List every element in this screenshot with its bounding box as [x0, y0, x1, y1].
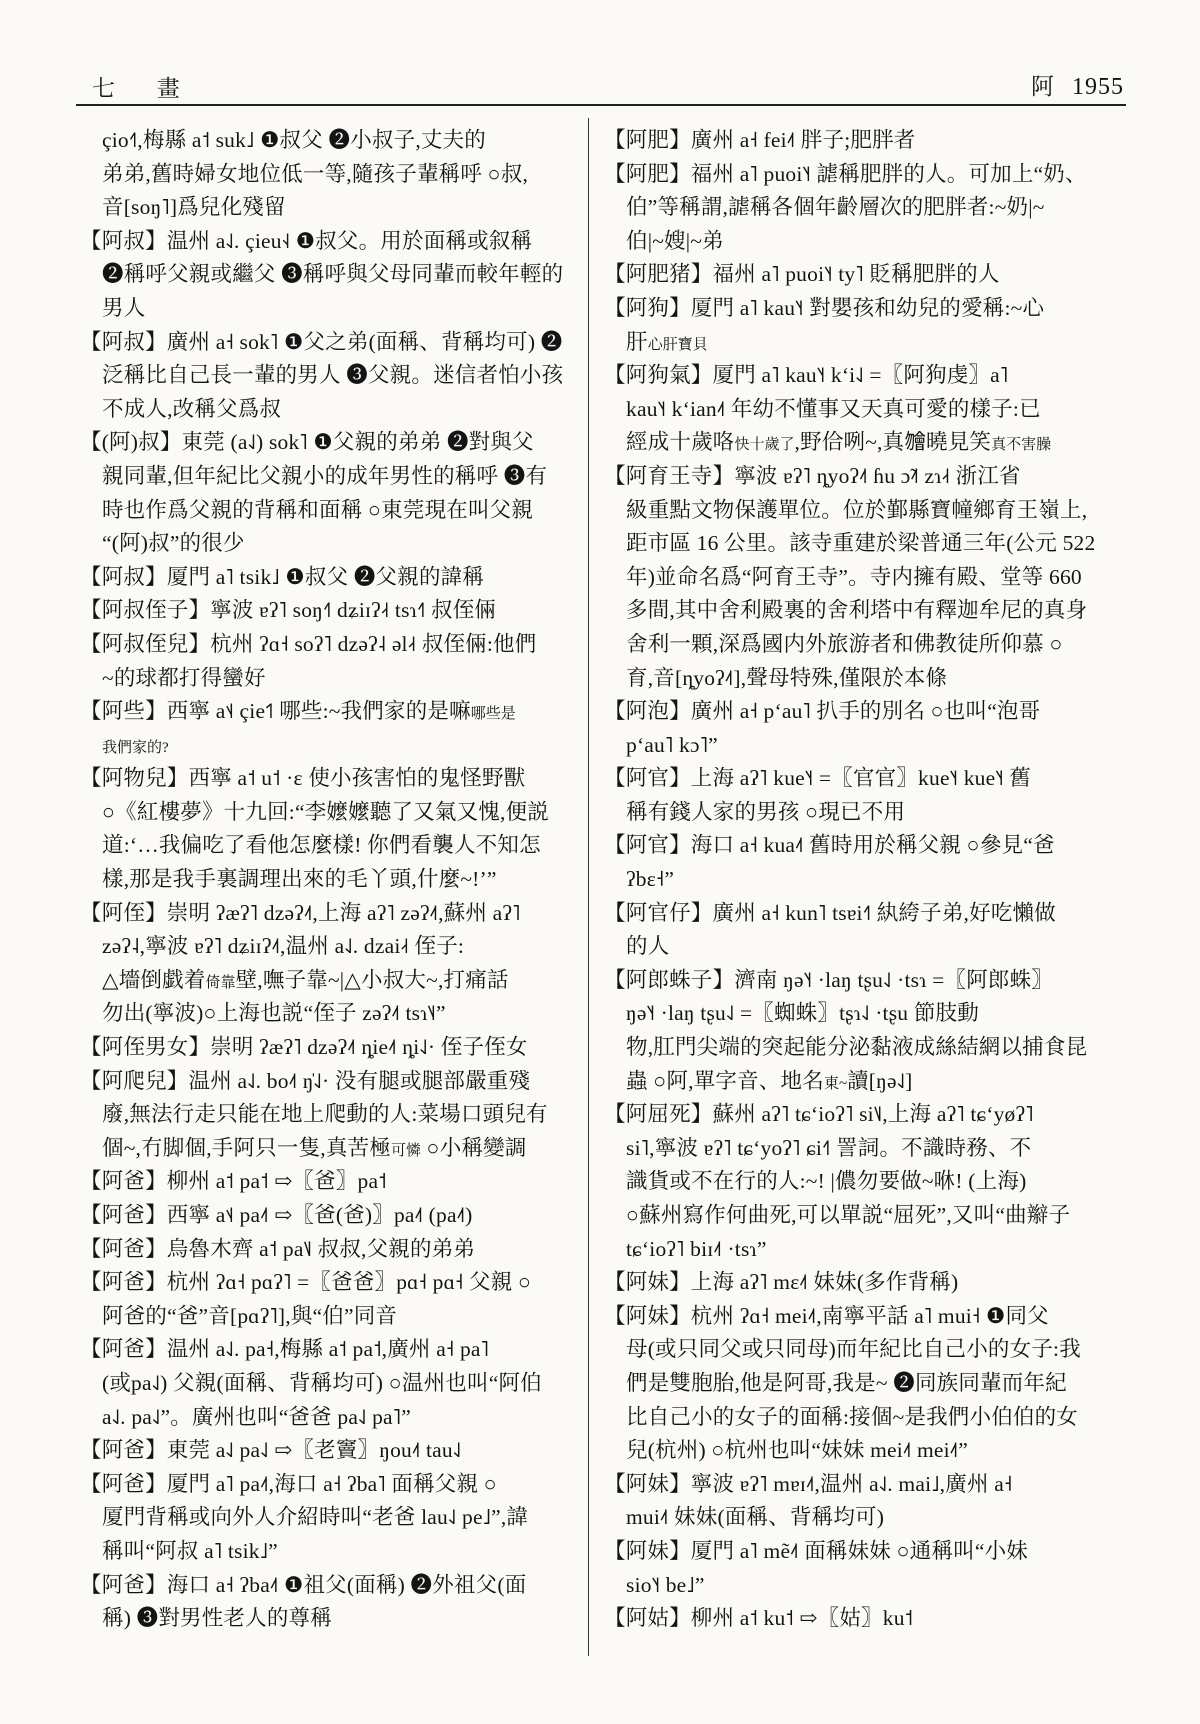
text-run: 們是雙胞胎,他是阿哥,我是~ ❷同族同輩而年紀: [626, 1370, 1067, 1395]
entry-line: [604, 460, 1126, 494]
entry-line: [604, 225, 1126, 259]
entry-line: [604, 729, 1126, 763]
entry-line: [604, 863, 1126, 897]
entry-line: [80, 1266, 580, 1300]
entry-line: [80, 1065, 580, 1099]
inline-gloss-small: 哪些是: [470, 706, 516, 723]
entry-line: [604, 628, 1126, 662]
text-run: 舍利一顆,深爲國内外旅游者和佛教徒所仰慕 ○: [626, 631, 1063, 656]
text-run: 經成十歲咯: [626, 430, 735, 455]
column-divider: [588, 118, 589, 1656]
entry-line: [80, 897, 580, 931]
text-run: 蟲 ○阿,單字音、地名: [626, 1068, 824, 1093]
text-run: 個~,冇脚個,手阿只一隻,真苦極: [102, 1135, 391, 1160]
entry-line: [80, 1434, 580, 1468]
entry-line: [80, 561, 580, 595]
text-run: 【阿爸】杭州 ʔɑ˧ pɑʔ˥ =〖爸爸〗pɑ˧ pɑ˧ 父親 ○: [80, 1270, 532, 1295]
entry-line: [80, 997, 580, 1031]
entry-line: [604, 1367, 1126, 1401]
entry-line: [80, 628, 580, 662]
text-run: 泛稱比自己長一輩的男人 ❸父親。迷信者怕小孩: [102, 363, 564, 388]
entry-line: [80, 158, 580, 192]
text-run: sio˥˧ be˩”: [626, 1572, 705, 1597]
text-run: 【阿妹】厦門 a˥ mẽ˨˦ 面稱妹妹 ○通稱叫“小妹: [604, 1538, 1029, 1563]
entry-line: [604, 662, 1126, 696]
entry-line: [80, 796, 580, 830]
entry-line: [604, 326, 1126, 360]
text-run: ʔbɛ˧”: [626, 867, 675, 892]
text-run: a˨˩. pa˨˩”。廣州也叫“爸爸 pa˨˩ pa˥”: [102, 1404, 411, 1429]
text-run: ,野佮咧~,真𣍐曉見笑: [794, 430, 992, 455]
text-run: (或pa˨˩) 父親(面稱、背稱均可) ○温州也叫“阿伯: [102, 1370, 542, 1395]
entry-line: [604, 964, 1126, 998]
entry-line: [80, 1165, 580, 1199]
text-run: 兒(杭州) ○杭州也叫“妹妹 mei˨˦ mei˨˦”: [626, 1438, 968, 1463]
text-run: 【阿妹】杭州 ʔɑ˧ mei˨˦,南寧平話 a˥ mui˧ ❶同父: [604, 1303, 1049, 1328]
text-run: 【阿肥猪】福州 a˥ puoi˥˧ ty˥ 貶稱肥胖的人: [604, 262, 1000, 287]
entry-line: [604, 426, 1126, 460]
text-run: 【阿叔】廣州 a˧ sok˥ ❶父之弟(面稱、背稱均可) ❷: [80, 329, 563, 354]
entry-line: [80, 326, 580, 360]
entry-line: [80, 494, 580, 528]
entry-line: [604, 1434, 1126, 1468]
entry-line: [80, 359, 580, 393]
entry-line: [80, 1333, 580, 1367]
text-run: 【阿狗】厦門 a˥ kau˥˧ 對嬰孩和幼兒的愛稱:~心: [604, 295, 1045, 320]
header-right: [1031, 68, 1124, 101]
text-run: mui˨˦ 妹妹(面稱、背稱均可): [626, 1505, 885, 1530]
text-run: 男人: [102, 295, 146, 320]
text-run: 弟弟,舊時婦女地位低一等,隨孩子輩稱呼 ○叔,: [102, 161, 529, 186]
text-run: 【阿官仔】廣州 a˧ kun˥ tsɐi˧˥ 紈絝子弟,好吃懶做: [604, 900, 1056, 925]
entry-line: [604, 1031, 1126, 1065]
entry-line: [80, 964, 580, 998]
text-run: 壁,嘸子靠~|△小叔大~,打痛話: [235, 967, 509, 992]
text-run: 【阿爬兒】温州 a˨˩. bo˨˦ ŋ̍˨˩· 没有腿或腿部嚴重殘: [80, 1068, 531, 1093]
entry-line: [604, 829, 1126, 863]
entry-line: [80, 393, 580, 427]
entry-line: [604, 1266, 1126, 1300]
section-title: 七 畫: [92, 76, 198, 101]
text-run: 樣,那是我手裏調理出來的毛丫頭,什麼~!’”: [102, 867, 497, 892]
entry-line: [604, 695, 1126, 729]
text-run: 【阿爸】温州 a˨˩. pa˧,梅縣 a˦ pa˦,廣州 a˧ pa˥: [80, 1337, 490, 1362]
text-run: ○小稱變調: [420, 1135, 527, 1160]
text-run: 稱) ❸對男性老人的尊稱: [102, 1606, 332, 1631]
entry-line: [80, 124, 580, 158]
entry-line: [604, 897, 1126, 931]
entry-line: [80, 1569, 580, 1603]
text-run: 【阿物兒】西寧 a˦ u˦ ·ɛ 使小孩害怕的鬼怪野獸: [80, 766, 526, 791]
entry-line: [80, 1501, 580, 1535]
text-run: “(阿)叔”的很少: [102, 531, 245, 556]
entry-line: [80, 1132, 580, 1166]
entry-line: [80, 1602, 580, 1636]
entry-line: [80, 662, 580, 696]
text-run: 【阿肥】廣州 a˧ fei˨˦ 胖子;肥胖者: [604, 128, 916, 152]
entry-line: [604, 393, 1126, 427]
entry-line: [604, 292, 1126, 326]
text-run: 【阿官】上海 aʔ˥ kue˥˧ =〖官官〗kue˥˧ kue˥˧ 舊: [604, 766, 1032, 791]
text-run: 【阿官】海口 a˧ kua˨˦ 舊時用於稱父親 ○參見“爸: [604, 833, 1055, 858]
entry-line: [604, 1165, 1126, 1199]
text-run: 級重點文物保護單位。位於鄞縣寶幢鄉育王嶺上,: [626, 497, 1088, 522]
text-run: 伯”等稱謂,謔稱各個年齡層次的肥胖者:~奶|~: [626, 195, 1045, 220]
text-run: çio˧˥,梅縣 a˦ suk˩ ❶叔父 ❷小叔子,丈夫的: [102, 128, 486, 152]
entry-line: [604, 1602, 1126, 1636]
text-run: △墻倒戯着: [102, 967, 206, 992]
text-run: 廢,無法行走只能在地上爬動的人:菜場口頭兒有: [102, 1102, 548, 1127]
entry-line: [80, 1031, 580, 1065]
text-run: 母(或只同父或只同母)而年紀比自己小的女子:我: [626, 1337, 1081, 1362]
text-run: 【阿爸】厦門 a˥ pa˨˦,海口 a˧ ʔba˥ 面稱父親 ○: [80, 1471, 497, 1496]
text-run: 距市區 16 公里。該寺重建於梁普通三年(公元 522: [626, 531, 1096, 556]
guide-character: 阿: [1031, 74, 1054, 99]
entry-line: [80, 1098, 580, 1132]
entry-line: [80, 1367, 580, 1401]
text-run: 【阿肥】福州 a˥ puoi˥˧ 謔稱肥胖的人。可加上“奶、: [604, 161, 1087, 186]
entry-line: [80, 762, 580, 796]
text-run: 【阿叔】厦門 a˥ tsik˩ ❶叔父 ❷父親的諱稱: [80, 564, 485, 589]
entry-line: [604, 258, 1126, 292]
page-number: 1955: [1072, 74, 1124, 100]
right-column: [604, 124, 1126, 1654]
entry-line: [604, 494, 1126, 528]
entry-line: [604, 1098, 1126, 1132]
entry-line: [604, 1569, 1126, 1603]
text-run: kau˥˧ kʻian˨˦ 年幼不懂事又天真可愛的樣子:已: [626, 396, 1041, 421]
entry-line: [80, 1535, 580, 1569]
text-run: tɕʻioʔ˥ biɪ˨˦ ·tsɿ”: [626, 1236, 767, 1261]
entry-line: [80, 292, 580, 326]
entry-line: [604, 1233, 1126, 1267]
text-run: 【阿爸】柳州 a˦ pa˦ ⇨〖爸〗pa˦: [80, 1169, 387, 1194]
text-run: 育,音[ȵyoʔ˨˦],聲母特殊,僅限於本條: [626, 665, 948, 690]
text-run: 【阿妹】寧波 ɐʔ˥ mɐɪ˨˦,温州 a˨˩. mai˩,廣州 a˧: [604, 1471, 1013, 1496]
entry-line: [604, 1132, 1126, 1166]
text-run: 阿爸的“爸”音[pɑʔ˥],與“伯”同音: [102, 1303, 398, 1328]
text-run: 【阿育王寺】寧波 ɐʔ˥ ȵyoʔ˨˦ ɦu ɔ̃˨˦ zɿ˨˧ 浙江省: [604, 463, 1021, 488]
text-run: 【阿叔侄兒】杭州 ʔɑ˧ soʔ˥ dzəʔ˨ əl˨˧ 叔侄倆:他們: [80, 631, 537, 656]
text-run: 【阿妹】上海 aʔ˥ mɛ˨˦ 妹妹(多作背稱): [604, 1270, 959, 1295]
entry-line: [80, 1401, 580, 1435]
entry-line: [604, 527, 1126, 561]
entry-line: [604, 930, 1126, 964]
inline-gloss-small: 真不害臊: [991, 437, 1052, 454]
text-run: 【阿狗氣】厦門 a˥ kau˥˧ kʻi˨˩ =〖阿狗虔〗a˥: [604, 363, 1009, 388]
inline-gloss-small: 倚靠: [205, 974, 236, 991]
entry-line: [80, 258, 580, 292]
inline-gloss-small: 我們家的?: [102, 739, 169, 756]
text-run: 【阿侄】崇明 ʔæʔ˥ dzəʔ˨˦,上海 aʔ˥ zəʔ˨˦,蘇州 aʔ˥: [80, 900, 521, 925]
text-run: 讀[ŋə˨˩]: [847, 1068, 913, 1093]
entry-line: [604, 1300, 1126, 1334]
entry-line: [80, 863, 580, 897]
text-run: 【阿些】西寧 a˦˨ çie˦˥ 哪些:~我們家的是嘛: [80, 699, 471, 724]
text-run: zəʔ˨,寧波 ɐʔ˥ dʑiɪʔ˨˦,温州 a˨˩. dzai˨˧ 侄子:: [102, 934, 465, 959]
text-run: 【阿泡】廣州 a˧ pʻau˥ 扒手的別名 ○也叫“泡哥: [604, 699, 1041, 724]
entry-line: [80, 460, 580, 494]
text-run: ○《紅樓夢》十九回:“李嬤嬤聽了又氣又愧,便説: [102, 799, 549, 824]
text-run: 物,肛門尖端的突起能分泌黏液成絲結網以捕食昆: [626, 1035, 1088, 1060]
text-run: 【阿叔侄子】寧波 ɐʔ˥ soŋ˧˥ dʑiɪʔ˨˧ tsɿ˧˥ 叔侄倆: [80, 598, 497, 623]
text-run: 不成人,改稱父爲叔: [102, 396, 282, 421]
text-run: 比自己小的女子的面稱:接個~是我們小伯伯的女: [626, 1404, 1079, 1429]
entry-line: [604, 191, 1126, 225]
entry-line: [604, 158, 1126, 192]
text-run: 【阿叔】温州 a˨˩. çieu˧˨ ❶叔父。用於面稱或叙稱: [80, 228, 533, 253]
entry-line: [80, 1233, 580, 1267]
inline-gloss-small: 東~: [823, 1075, 848, 1092]
left-column: [80, 124, 580, 1654]
text-run: 道:‘…我偏吃了看他怎麼樣! 你們看襲人不知怎: [102, 833, 541, 858]
entry-line: [604, 359, 1126, 393]
entry-line: [80, 527, 580, 561]
text-run: 【阿爸】烏魯木齊 a˦ pa˥˩ 叔叔,父親的弟弟: [80, 1236, 476, 1261]
text-run: 【阿郎蛛子】濟南 ŋə˥˧ ·laŋ tʂu˨˩ ·tsɿ =〖阿郎蛛〗: [604, 967, 1054, 992]
text-run: 的人: [626, 934, 670, 959]
text-run: 【阿爸】西寧 a˦˨ pa˨˦ ⇨〖爸(爸)〗pa˨˦ (pa˨˦): [80, 1203, 473, 1227]
entry-line: [604, 124, 1126, 158]
entry-line: [604, 1468, 1126, 1502]
entry-line: [604, 997, 1126, 1031]
entry-line: [604, 796, 1126, 830]
entry-line: [604, 1501, 1126, 1535]
text-run: 【阿姑】柳州 a˦ ku˦ ⇨〖姑〗ku˦: [604, 1606, 914, 1631]
text-run: 稱有錢人家的男孩 ○現已不用: [626, 799, 906, 824]
entry-line: [604, 561, 1126, 595]
text-run: 伯|~嫂|~弟: [626, 228, 724, 253]
text-run: ○蘇州寫作何曲死,可以單説“屈死”,又叫“曲辮子: [626, 1203, 1071, 1227]
entry-line: [604, 1333, 1126, 1367]
text-run: 識貨或不在行的人:~! |儂勿要做~咻! (上海): [626, 1169, 1027, 1194]
entry-line: [604, 1401, 1126, 1435]
text-run: 【阿爸】海口 a˧ ʔba˨˦ ❶祖父(面稱) ❷外祖父(面: [80, 1572, 527, 1597]
entry-line: [80, 426, 580, 460]
entry-line: [604, 1199, 1126, 1233]
text-run: 勿出(寧波)○上海也説“侄子 zəʔ˨˦ tsɿ˥˨”: [102, 1001, 446, 1026]
entry-line: [80, 829, 580, 863]
text-run: 年)並命名爲“阿育王寺”。寺内擁有殿、堂等 660: [626, 564, 1082, 589]
inline-gloss-small: 可憐: [390, 1142, 421, 1159]
entry-line: [80, 1300, 580, 1334]
text-run: ŋə˥˧ ·laŋ tʂu˨˩ =〖蜘蛛〗tʂɿ˨˩ ·tʂu 節肢動: [626, 1001, 979, 1026]
text-run: ❷稱呼父親或繼父 ❸稱呼與父母同輩而較年輕的: [102, 262, 564, 287]
entry-line: [80, 191, 580, 225]
entry-line: [604, 594, 1126, 628]
entry-line: [80, 1199, 580, 1233]
text-run: si˥,寧波 ɐʔ˥ tɕʻyoʔ˥ ɕi˧˥ 詈詞。不識時務、不: [626, 1135, 1032, 1160]
text-run: 肝: [626, 329, 648, 354]
text-run: 【阿爸】東莞 a˨˩ pa˨˩ ⇨〖老竇〗ŋou˨˦ tau˨˩: [80, 1438, 462, 1463]
text-run: 【阿侄男女】崇明 ʔæʔ˥ dzəʔ˨˦ ȵie˨˦ ȵi˨˩· 侄子侄女: [80, 1035, 528, 1060]
entry-line: [604, 762, 1126, 796]
entry-line: [604, 1535, 1126, 1569]
entry-line: [80, 930, 580, 964]
text-run: 親同輩,但年紀比父親小的成年男性的稱呼 ❸有: [102, 463, 548, 488]
entry-line: [80, 1468, 580, 1502]
text-run: pʻau˥ kɔ˥”: [626, 732, 718, 757]
text-run: 【阿屈死】蘇州 aʔ˥ tɕʻioʔ˥ si˥˩,上海 aʔ˥ tɕʻyøʔ˥: [604, 1102, 1034, 1127]
inline-gloss-small: 快十歲了: [734, 437, 795, 454]
text-run: 稱叫“阿叔 a˥ tsik˩”: [102, 1538, 278, 1563]
entry-line: [80, 225, 580, 259]
page-header: [78, 66, 1124, 100]
inline-gloss-small: 心肝寶貝: [647, 336, 708, 353]
entry-line: [80, 729, 580, 763]
text-run: 多間,其中舍利殿裏的舍利塔中有釋迦牟尼的真身: [626, 598, 1088, 623]
text-run: 音[soŋ˥]爲兒化殘留: [102, 195, 286, 220]
header-rule: [76, 104, 1126, 106]
entry-line: [80, 594, 580, 628]
entry-line: [80, 695, 580, 729]
text-run: 厦門背稱或向外人介紹時叫“老爸 lau˨˩ pe˩”,諱: [102, 1505, 529, 1530]
text-run: 時也作爲父親的背稱和面稱 ○東莞現在叫父親: [102, 497, 534, 522]
text-run: ~的球都打得蠻好: [102, 665, 266, 690]
text-run: 【(阿)叔】東莞 (a˨˩) sok˥ ❶父親的弟弟 ❷對與父: [80, 430, 534, 455]
entry-line: [604, 1065, 1126, 1099]
